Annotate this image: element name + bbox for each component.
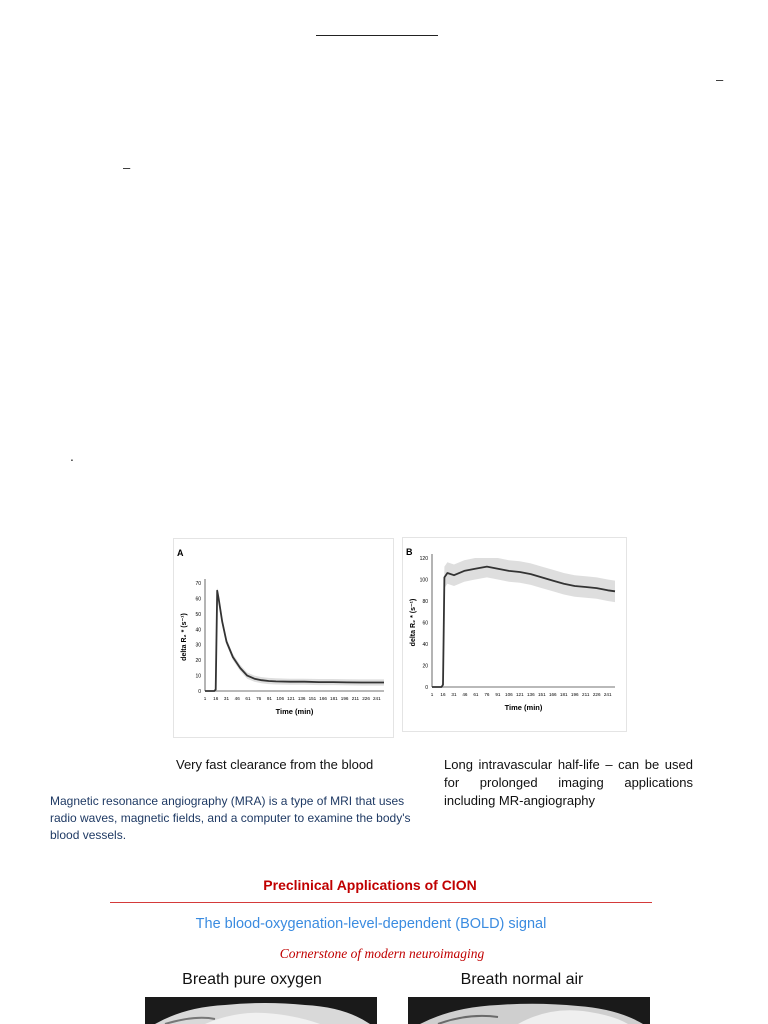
oxygen-label: Breath pure oxygen — [182, 971, 322, 988]
y-tick-label: 60 — [195, 596, 201, 603]
x-tick-label: 1 — [203, 696, 207, 701]
cornerstone-subtitle: Cornerstone of modern neuroimaging — [279, 946, 485, 961]
x-tick-label: 136 — [526, 692, 535, 697]
y-tick-label: 80 — [422, 599, 428, 605]
section-divider — [110, 902, 652, 903]
figure-b-caption: Long intravascular half-life – can be used for prolonged imaging applications including MR-angiography — [444, 757, 693, 808]
x-tick-label: 46 — [234, 696, 240, 701]
x-tick-label: 211 — [351, 696, 360, 701]
error-band — [205, 588, 384, 691]
y-tick-label: 100 — [419, 577, 428, 584]
y-tick-label: 10 — [195, 673, 201, 680]
y-tick-label: 40 — [422, 642, 428, 648]
x-tick-label: 226 — [362, 696, 370, 701]
x-tick-label: 151 — [537, 692, 546, 697]
series-line — [205, 591, 384, 691]
x-tick-label: 211 — [582, 692, 590, 697]
x-tick-label: 31 — [451, 692, 457, 697]
y-tick-label: 20 — [195, 658, 201, 665]
chart-a — [174, 539, 393, 737]
x-tick-label: 91 — [495, 692, 501, 697]
x-tick-label: 76 — [484, 692, 490, 697]
y-axis-label: delta R₂ * (s⁻¹) — [410, 598, 417, 647]
x-tick-label: 151 — [308, 696, 317, 701]
mri-image-oxygen — [145, 997, 377, 1024]
y-tick-label: 0 — [198, 689, 201, 695]
y-tick-label: 120 — [419, 556, 428, 562]
y-tick-label: 70 — [195, 581, 201, 587]
x-axis-label: Time (min) — [275, 707, 314, 716]
x-tick-label: 121 — [287, 696, 295, 701]
y-axis-label: delta R₂ * (s⁻¹) — [181, 613, 188, 661]
x-tick-label: 241 — [373, 696, 381, 701]
figure-b — [402, 537, 627, 732]
title-underline — [316, 35, 438, 36]
dash-mark: – — [716, 72, 724, 87]
x-tick-label: 106 — [276, 696, 285, 701]
bold-signal-heading: The blood-oxygenation-level-dependent (BOLD) signal — [195, 916, 547, 932]
panel-label: A — [177, 548, 184, 558]
x-tick-label: 166 — [319, 696, 327, 701]
y-tick-label: 30 — [195, 642, 201, 649]
bullet-dot: . — [70, 448, 74, 464]
x-tick-label: 61 — [245, 696, 251, 701]
x-tick-label: 1 — [430, 692, 434, 697]
normal-air-label: Breath normal air — [460, 971, 584, 988]
x-tick-label: 31 — [223, 696, 230, 701]
x-tick-label: 46 — [462, 692, 468, 697]
x-tick-label: 241 — [603, 692, 612, 697]
error-band — [432, 558, 615, 687]
x-tick-label: 226 — [592, 692, 601, 697]
y-tick-label: 0 — [425, 685, 428, 691]
y-tick-label: 40 — [195, 627, 201, 634]
mri-image-normal-air — [408, 997, 650, 1024]
x-tick-label: 196 — [570, 692, 579, 697]
panel-label: B — [406, 547, 413, 557]
x-tick-label: 196 — [340, 696, 349, 701]
x-tick-label: 136 — [297, 696, 306, 701]
x-axis-label: Time (min) — [504, 703, 543, 712]
x-tick-label: 76 — [256, 696, 262, 701]
x-tick-label: 106 — [505, 692, 513, 697]
section-title: Preclinical Applications of CION — [263, 877, 477, 893]
y-tick-label: 60 — [422, 620, 428, 627]
x-tick-label: 16 — [213, 696, 219, 701]
x-tick-label: 61 — [473, 692, 479, 697]
dash-mark: – — [123, 160, 131, 175]
y-tick-label: 50 — [195, 611, 201, 618]
chart-b — [403, 538, 626, 731]
mra-description: Magnetic resonance angiography (MRA) is a type of MRI that uses radio waves, magnetic fields, and a computer to examine the body's blood vessels. — [50, 794, 411, 842]
figure-a-caption: Very fast clearance from the blood — [176, 757, 374, 772]
y-tick-label: 20 — [422, 663, 428, 670]
x-tick-label: 181 — [559, 692, 568, 697]
x-tick-label: 16 — [440, 692, 446, 697]
x-tick-label: 166 — [548, 692, 557, 697]
figure-a — [173, 538, 394, 738]
x-tick-label: 121 — [516, 692, 524, 697]
x-tick-label: 181 — [330, 696, 338, 701]
x-tick-label: 91 — [266, 696, 273, 701]
